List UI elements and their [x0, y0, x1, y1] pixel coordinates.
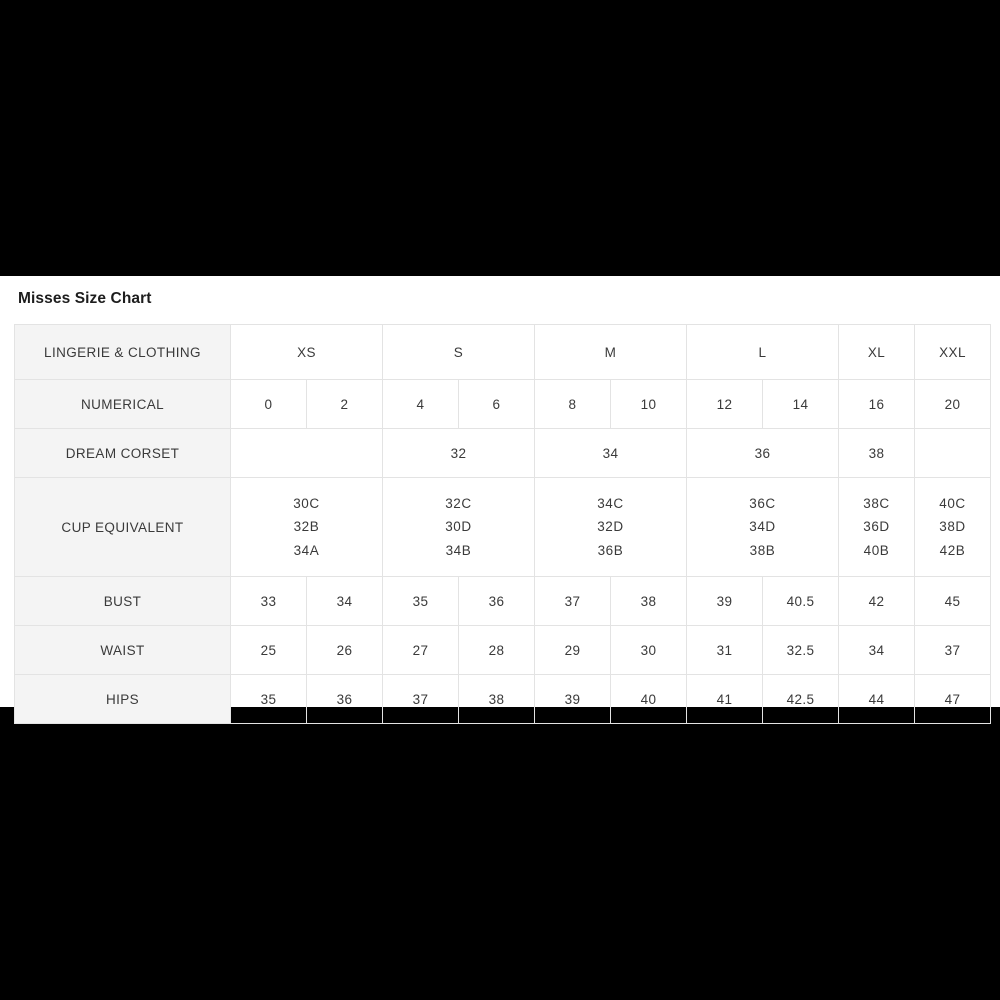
cup-size-value: 30C [293, 496, 320, 512]
table-cell: 31 [687, 626, 763, 675]
table-cell: 14 [763, 380, 839, 429]
table-cell [687, 478, 839, 577]
table-cell [915, 429, 991, 478]
cup-size-value: 38D [939, 519, 966, 535]
table-row [15, 675, 991, 724]
table-row [15, 325, 991, 380]
table-cell: 34 [839, 626, 915, 675]
table-row [15, 577, 991, 626]
table-cell [839, 478, 915, 577]
cup-equivalent-stack [383, 492, 534, 562]
cup-size-value: 32B [293, 519, 320, 535]
table-cell: 40.5 [763, 577, 839, 626]
table-cell: 35 [383, 577, 459, 626]
cup-equivalent-stack [915, 492, 990, 562]
table-cell: 36 [459, 577, 535, 626]
table-cell: 41 [687, 675, 763, 724]
table-cell: 25 [231, 626, 307, 675]
row-header-cell: LINGERIE & CLOTHING [15, 325, 231, 380]
size-chart-page [0, 276, 1000, 707]
table-cell: 42 [839, 577, 915, 626]
table-cell: 39 [687, 577, 763, 626]
cup-size-value: 40B [863, 542, 890, 558]
table-cell: 42.5 [763, 675, 839, 724]
table-cell: XL [839, 325, 915, 380]
table-cell: 37 [383, 675, 459, 724]
table-cell: 35 [231, 675, 307, 724]
table-cell: 10 [611, 380, 687, 429]
cup-equivalent-stack [687, 492, 838, 562]
table-cell: 34 [535, 429, 687, 478]
table-cell: 36 [307, 675, 383, 724]
table-cell: 44 [839, 675, 915, 724]
table-cell: 6 [459, 380, 535, 429]
table-cell: 27 [383, 626, 459, 675]
row-header-cell: NUMERICAL [15, 380, 231, 429]
table-cell [231, 478, 383, 577]
page-title: Misses Size Chart [18, 290, 152, 307]
cup-size-value: 36B [597, 542, 624, 558]
cup-size-value: 36C [749, 496, 776, 512]
table-cell: 20 [915, 380, 991, 429]
table-cell: 38 [459, 675, 535, 724]
table-cell: XXL [915, 325, 991, 380]
table-cell [915, 478, 991, 577]
cup-size-value: 40C [939, 496, 966, 512]
size-chart-body [15, 325, 991, 724]
table-cell: 37 [915, 626, 991, 675]
cup-size-value: 32D [597, 519, 624, 535]
table-cell: 4 [383, 380, 459, 429]
table-cell: 2 [307, 380, 383, 429]
table-cell: 8 [535, 380, 611, 429]
row-header-cell: HIPS [15, 675, 231, 724]
table-cell: L [687, 325, 839, 380]
table-cell: 26 [307, 626, 383, 675]
row-header-cell: CUP EQUIVALENT [15, 478, 231, 577]
cup-size-value: 42B [939, 542, 966, 558]
cup-size-value: 32C [445, 496, 472, 512]
table-cell: 45 [915, 577, 991, 626]
cup-size-value: 30D [445, 519, 472, 535]
table-cell: 39 [535, 675, 611, 724]
row-header-cell: BUST [15, 577, 231, 626]
table-cell: 29 [535, 626, 611, 675]
table-row [15, 429, 991, 478]
table-cell: 34 [307, 577, 383, 626]
cup-size-value: 38B [749, 542, 776, 558]
table-cell [535, 478, 687, 577]
cup-equivalent-stack [231, 492, 382, 562]
misses-size-chart-table [14, 324, 991, 724]
cup-size-value: 34D [749, 519, 776, 535]
table-cell: 38 [839, 429, 915, 478]
cup-size-value: 34B [445, 542, 472, 558]
table-cell: S [383, 325, 535, 380]
table-cell: 30 [611, 626, 687, 675]
cup-size-value: 38C [863, 496, 890, 512]
table-cell: 38 [611, 577, 687, 626]
table-cell: 40 [611, 675, 687, 724]
table-cell: 36 [687, 429, 839, 478]
cup-size-value: 34C [597, 496, 624, 512]
table-row [15, 380, 991, 429]
table-cell: 32 [383, 429, 535, 478]
table-cell: 32.5 [763, 626, 839, 675]
table-cell [231, 429, 383, 478]
table-row [15, 626, 991, 675]
row-header-cell: WAIST [15, 626, 231, 675]
table-cell: 47 [915, 675, 991, 724]
row-header-cell: DREAM CORSET [15, 429, 231, 478]
table-cell: 0 [231, 380, 307, 429]
table-cell: 33 [231, 577, 307, 626]
table-cell [383, 478, 535, 577]
table-cell: M [535, 325, 687, 380]
table-row [15, 478, 991, 577]
table-cell: XS [231, 325, 383, 380]
cup-size-value: 36D [863, 519, 890, 535]
table-cell: 12 [687, 380, 763, 429]
cup-size-value: 34A [293, 542, 320, 558]
table-cell: 28 [459, 626, 535, 675]
table-cell: 16 [839, 380, 915, 429]
table-cell: 37 [535, 577, 611, 626]
cup-equivalent-stack [535, 492, 686, 562]
cup-equivalent-stack [839, 492, 914, 562]
